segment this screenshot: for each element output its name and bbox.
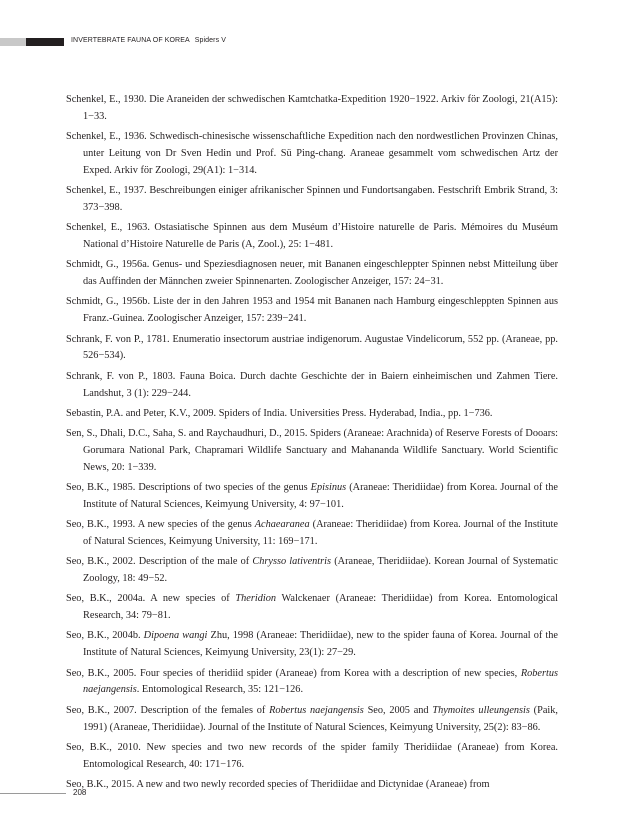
reference-entry [66,777,558,794]
reference-taxon: Dipoena wangi [143,630,208,642]
reference-entry [66,666,558,700]
reference-text: Seo, B.K., 1985. Descriptions of two species of the genus [66,482,311,493]
reference-text: (Araneae: Theridiidae) from Korea. Journal of the Institute of Natural Sciences, Keimyung University, 4: 97−101. [83,482,558,510]
footer-rule [0,793,66,794]
reference-entry [66,129,558,180]
reference-text: Schmidt, G., 1956b. Liste der in den Jahren 1953 and 1954 mit Bananen nach Hamburg eingeschleppten Spinnen aus Franz.-Guinea. Zoologischer Anzeiger, 157: 239−241. [66,296,558,325]
reference-text: (Araneae, Theridiidae). Korean Journal of Systematic Zoology, 18: 49−52. [83,556,558,585]
header-bar-dark [26,38,64,46]
reference-text: Schenkel, E., 1963. Ostasiatische Spinnen aus dem Muséum d’Histoire naturelle de Paris. Mémoires du Muséum National d’Histoire Naturelle de Paris (A, Zool.), 25: 1−481. [66,222,558,251]
reference-text: Schrank, F. von P., 1803. Fauna Boica. Durch dachte Geschichte der in Baiern einheimischen und Zahmen Tiere. Landshut, 3 (1): 229−244. [66,370,558,399]
reference-text: Walckenaer (Araneae: Theridiidae) from Korea. Entomological Research, 34: 79−81. [83,593,558,622]
reference-text: Sen, S., Dhali, D.C., Saha, S. and Raychaudhuri, D., 2015. Spiders (Araneae: Arachnida) of Reserve Forests of Dooars: Gorumara National Park, Chapramari Wildlife Sanctuary and Mahananda Wildlife Sanctuary. World Scientific News, 20: 1−339. [66,427,558,473]
reference-entry [66,703,558,737]
reference-text: Zhu, 1998 (Araneae: Theridiidae), new to the spider fauna of Korea. Journal of the Institute of Natural Sciences, Keimyung University, 23(1): 27−29. [83,630,558,659]
reference-entry [66,554,558,588]
reference-entry [66,426,558,477]
reference-entry [66,480,558,514]
reference-taxon: Episinus [310,482,347,493]
reference-taxon: Achaearanea [254,519,310,531]
reference-text: (Paik, 1991) (Araneae, Theridiidae). Journal of the Institute of Natural Sciences, Keimyung University, 25(2): 83−86. [83,704,558,733]
reference-text: Seo, B.K., 2004a. A new species of [66,593,236,605]
reference-text: Seo, B.K., 2002. Description of the male of [66,556,253,568]
reference-text: Seo, B.K., 2015. A new and two newly recorded species of Theridiidae and Dictynidae (Araneae) from [66,778,490,790]
reference-taxon: Theridion [235,593,277,605]
reference-entry [66,183,558,217]
reference-text: . Entomological Research, 35: 121−126. [136,684,304,696]
reference-taxon: Thymoites ulleungensis [432,704,530,716]
reference-text: Seo, B.K., 2005. Four species of theridiid spider (Araneae) from Korea with a description of new species, [66,667,521,679]
reference-text: Seo, 2005 and [363,704,433,716]
page-number: 208 [73,788,87,797]
reference-entry [66,591,558,625]
reference-text: Schenkel, E., 1930. Die Araneiden der schwedischen Kamtchatka-Expedition 1920−1922. Arkiv för Zoologi, 21(A15): 1−33. [66,94,558,122]
reference-entry [66,220,558,254]
running-header-subtitle: Spiders V [194,37,226,44]
reference-entry [66,369,558,403]
running-header-title: INVERTEBRATE FAUNA OF KOREA [71,37,190,44]
reference-entry [66,628,558,662]
reference-entry [66,92,558,126]
reference-entry [66,257,558,291]
reference-text: Schenkel, E., 1937. Beschreibungen einiger afrikanischer Spinnen und Fundortsangaben. Festschrift Embrik Strand, 3: 373−398. [66,185,558,214]
reference-text: Seo, B.K., 2004b. [66,630,144,642]
reference-text: Seo, B.K., 2010. New species and two new records of the spider family Theridiidae (Araneae) from Korea. Entomological Research, 40: 171−176. [66,741,558,770]
reference-text: Schrank, F. von P., 1781. Enumeratio insectorum austriae indigenorum. Augustae Vindelicorum, 552 pp. (Araneae, pp. 526−534). [66,333,558,362]
reference-text: Schmidt, G., 1956a. Genus- und Speziesdiagnosen neuer, mit Bananen eingeschleppter Spinnen nebst Mitteilung über das Auffinden der Männchen zweier Spinnenarten. Zoologischer Anzeiger, 157: 24−31. [66,259,558,288]
reference-text: Seo, B.K., 1993. A new species of the genus [66,519,255,531]
reference-text: (Araneae: Theridiidae) from Korea. Journal of the Institute of Natural Sciences, Keimyung University, 11: 169−171. [83,519,558,548]
reference-entry [66,517,558,551]
reference-entry [66,740,558,774]
reference-entry [66,406,558,423]
reference-entry [66,294,558,328]
reference-taxon: Robertus naejangensis [83,667,558,696]
running-header [71,37,226,44]
reference-taxon: Robertus naejangensis [269,704,364,716]
reference-entry [66,332,558,366]
header-bar-light [0,38,26,46]
reference-list [66,92,558,797]
reference-text: Sebastin, P.A. and Peter, K.V., 2009. Spiders of India. Universities Press. Hyderabad, India., pp. 1−736. [66,407,493,419]
reference-taxon: Chrysso lativentris [252,556,332,568]
reference-text: Schenkel, E., 1936. Schwedisch-chinesische wissenschaftliche Expedition nach den nordwestlichen Provinzen Chinas, unter Leitung von Dr Sven Hedin und Prof. Sü Ping-chang. Araneae gesammelt vom schwedischen Artz der Exped. Arkiv för Zoologi, 29(A1): 1−314. [66,131,558,176]
reference-text: Seo, B.K., 2007. Description of the females of [66,704,270,716]
